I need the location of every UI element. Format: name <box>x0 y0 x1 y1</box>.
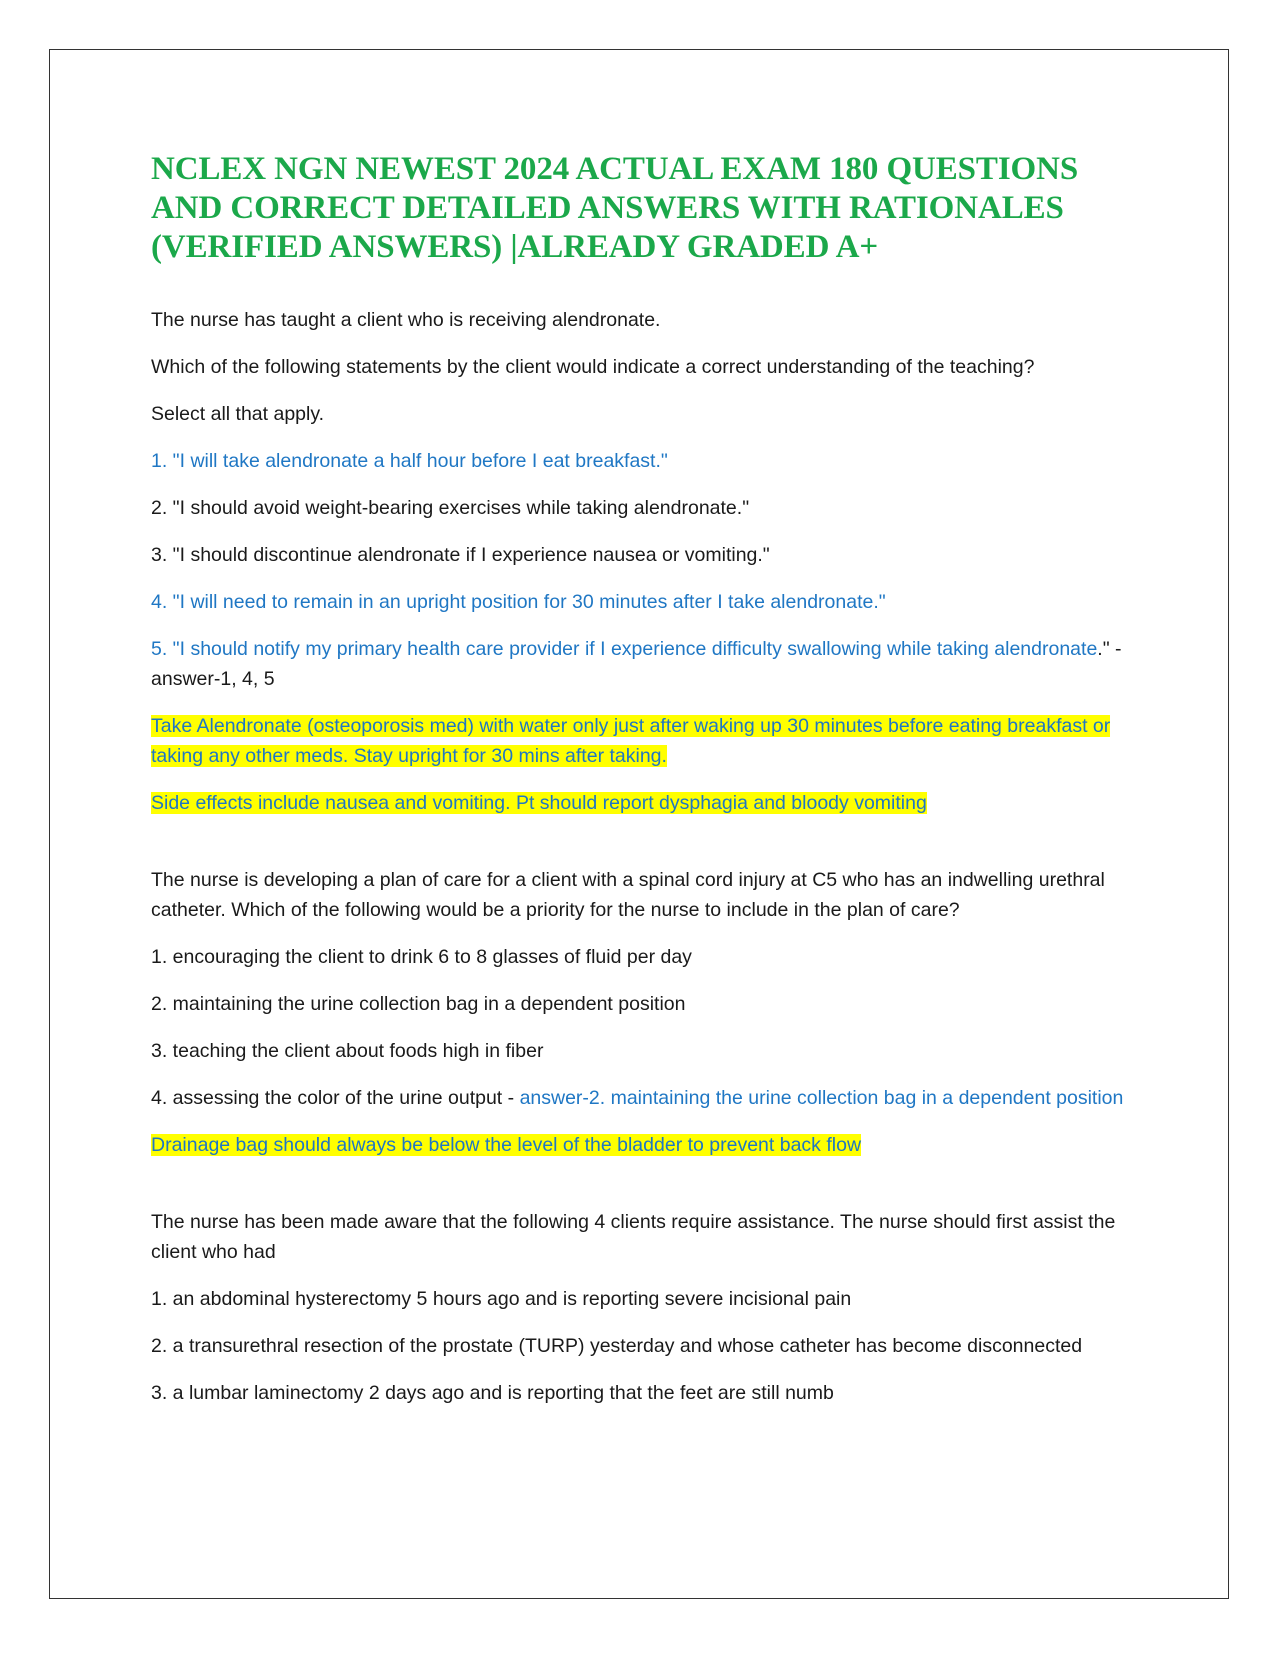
q2-option-3: 3. teaching the client about foods high in fiber <box>151 1040 544 1062</box>
q2-stem: The nurse is developing a plan of care for a client with a spinal cord injury at C5 who has an indwelling urethral catheter. Which of the following would be a priority for the nurse to include in the plan of care? <box>151 869 1105 921</box>
q1-rationale-2 <box>151 788 1141 818</box>
q1-option-1: 1. "I will take alendronate a half hour before I eat breakfast." <box>151 450 668 472</box>
q2-answer: answer-2. maintaining the urine collection bag in a dependent position <box>519 1087 1124 1109</box>
q1-instruction: Select all that apply. <box>151 403 325 425</box>
question-3 <box>151 1207 1141 1408</box>
q2-option-4 <box>151 1083 1141 1113</box>
q1-rationale-1-text: Take Alendronate (osteoporosis med) with water only just after waking up 30 minutes before eating breakfast or taking any other meds. Stay upright for 30 mins after taking. <box>151 715 1111 767</box>
q1-answer: ." - answer-1, 4, 5 <box>151 638 1122 690</box>
q1-option-5-text: 5. "I should notify my primary health care provider if I experience difficulty swallowing while taking alendronate <box>151 638 1098 660</box>
question-2 <box>151 865 1141 1160</box>
q2-rationale <box>151 1130 1141 1160</box>
section-spacer <box>151 818 1141 865</box>
q1-rationale-1 <box>151 711 1141 771</box>
q1-option-5 <box>151 634 1141 694</box>
section-spacer <box>151 1160 1141 1207</box>
q2-option-1: 1. encouraging the client to drink 6 to 8 glasses of fluid per day <box>151 946 692 968</box>
q1-stem-1: The nurse has taught a client who is receiving alendronate. <box>151 309 661 331</box>
document-content <box>151 150 1141 1408</box>
q3-stem: The nurse has been made aware that the following 4 clients require assistance. The nurse should first assist the client who had <box>151 1211 1116 1263</box>
q3-option-2: 2. a transurethral resection of the prostate (TURP) yesterday and whose catheter has become disconnected <box>151 1335 1083 1357</box>
q3-option-3: 3. a lumbar laminectomy 2 days ago and is reporting that the feet are still numb <box>151 1382 834 1404</box>
document-title: NCLEX NGN NEWEST 2024 ACTUAL EXAM 180 QUESTIONS AND CORRECT DETAILED ANSWERS WITH RATIONALES (VERIFIED ANSWERS) |ALREADY GRADED A+ <box>151 151 1079 265</box>
q2-option-2: 2. maintaining the urine collection bag in a dependent position <box>151 993 686 1015</box>
question-1 <box>151 305 1141 818</box>
q1-option-2: 2. "I should avoid weight-bearing exercises while taking alendronate." <box>151 497 750 519</box>
q1-rationale-2-text: Side effects include nausea and vomiting. Pt should report dysphagia and bloody vomiting <box>151 792 927 814</box>
q2-option-4-text: 4. assessing the color of the urine output - <box>151 1087 520 1109</box>
q2-rationale-text: Drainage bag should always be below the level of the bladder to prevent back flow <box>151 1134 862 1156</box>
q3-option-1: 1. an abdominal hysterectomy 5 hours ago and is reporting severe incisional pain <box>151 1288 852 1310</box>
q1-option-3: 3. "I should discontinue alendronate if I experience nausea or vomiting." <box>151 544 770 566</box>
q1-stem-2: Which of the following statements by the client would indicate a correct understanding of the teaching? <box>151 356 1035 378</box>
q1-option-4: 4. "I will need to remain in an upright position for 30 minutes after I take alendronate." <box>151 591 886 613</box>
